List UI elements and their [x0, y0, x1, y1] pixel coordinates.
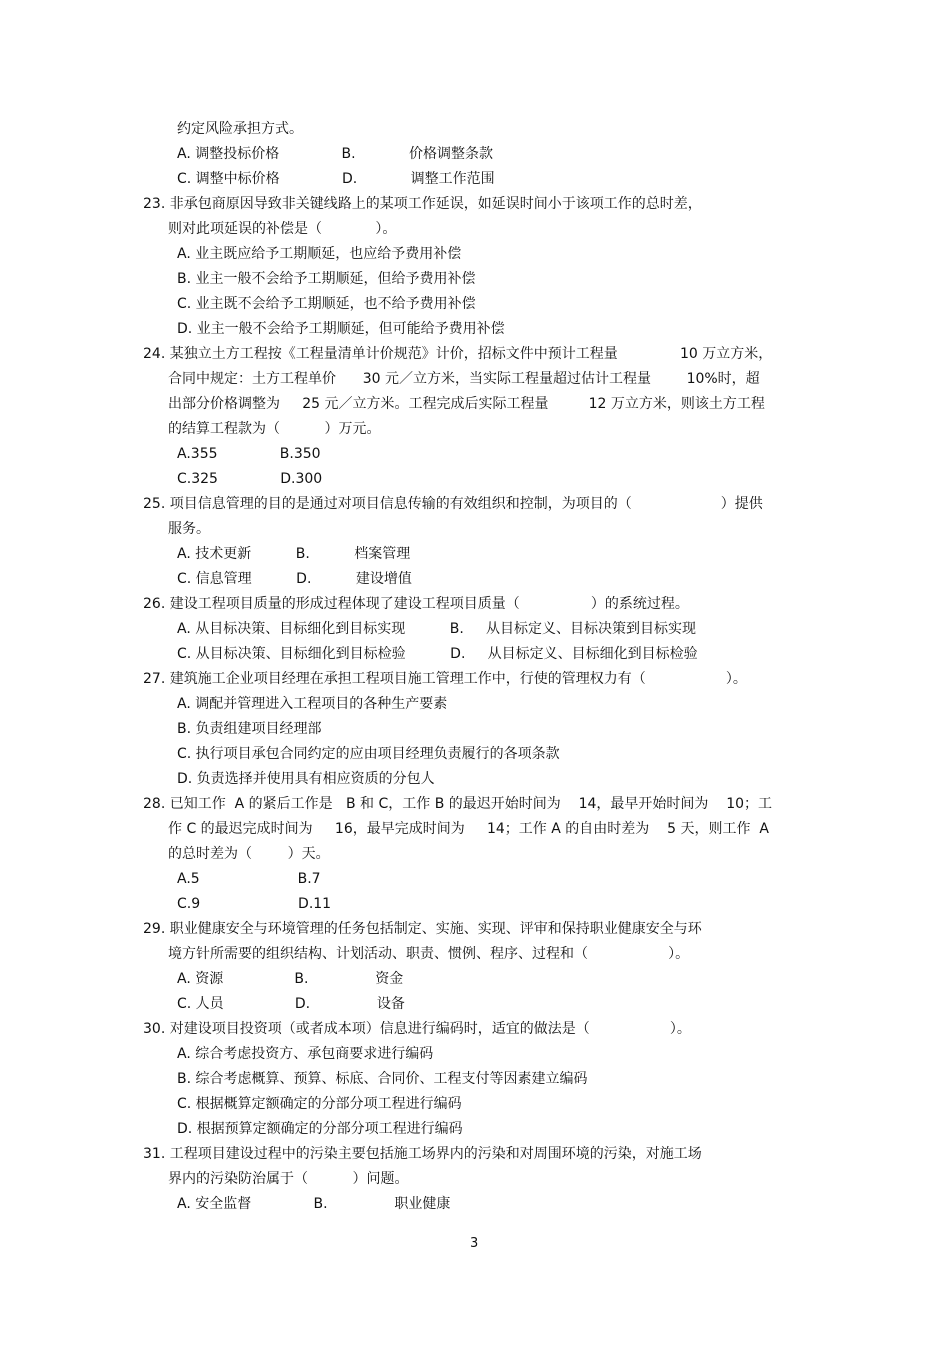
option-line: C. 执行项目承包合同约定的应由项目经理负责履行的各项条款 [177, 746, 560, 762]
question-28: 28. 已知工作 A 的紧后工作是 B 和 C，工作 B 的最迟开始时间为 14，最早开始时间为 10；工 [143, 796, 773, 812]
option-line: C.9 D.11 [177, 896, 332, 912]
option-line: B. 综合考虑概算、预算、标底、合同价、工程支付等因素建立编码 [177, 1071, 588, 1087]
option-line: C. 业主既不会给予工期顺延，也不给予费用补偿 [177, 296, 476, 312]
option-line: C. 调整中标价格 D. 调整工作范围 [177, 171, 495, 187]
text-line: 约定风险承担方式。 [177, 121, 303, 137]
option-line: C.325 D.300 [177, 471, 323, 487]
option-line: A.355 B.350 [177, 446, 321, 462]
question-29: 29. 职业健康安全与环境管理的任务包括制定、实施、实现、评审和保持职业健康安全与环 [143, 921, 702, 937]
option-line: A. 业主既应给予工期顺延，也应给予费用补偿 [177, 246, 462, 262]
text-line: 合同中规定：土方工程单价 30 元／立方米，当实际工程量超过估计工程量 10%时，超 [168, 371, 760, 387]
text-line: 境方针所需要的组织结构、计划活动、职责、惯例、程序、过程和（ ）。 [168, 946, 690, 962]
option-line: A. 调配并管理进入工程项目的各种生产要素 [177, 696, 448, 712]
question-25: 25. 项目信息管理的目的是通过对项目信息传输的有效组织和控制，为项目的（ ）提供 [143, 496, 763, 512]
option-line: A. 技术更新 B. 档案管理 [177, 546, 411, 562]
option-line: D. 根据预算定额确定的分部分项工程进行编码 [177, 1121, 463, 1137]
option-line: B. 业主一般不会给予工期顺延，但给予费用补偿 [177, 271, 476, 287]
text-line: 的总时差为（ ）天。 [168, 846, 330, 862]
question-23: 23. 非承包商原因导致非关键线路上的某项工作延误，如延误时间小于该项工作的总时差， [143, 196, 702, 212]
text-line: 服务。 [168, 521, 210, 537]
question-26: 26. 建设工程项目质量的形成过程体现了建设工程项目质量（ ）的系统过程。 [143, 596, 689, 612]
option-line: C. 从目标决策、目标细化到目标检验 D. 从目标定义、目标细化到目标检验 [177, 646, 698, 662]
question-24: 24. 某独立土方工程按《工程量清单计价规范》计价，招标文件中预计工程量 10 万立方米， [143, 346, 773, 362]
option-line: A. 综合考虑投资方、承包商要求进行编码 [177, 1046, 434, 1062]
option-line: A. 安全监督 B. 职业健康 [177, 1196, 451, 1212]
option-line: C. 人员 D. 设备 [177, 996, 405, 1012]
option-line: B. 负责组建项目经理部 [177, 721, 322, 737]
option-line: C. 信息管理 D. 建设增值 [177, 571, 412, 587]
question-30: 30. 对建设项目投资项（或者成本项）信息进行编码时，适宜的做法是（ ）。 [143, 1021, 691, 1037]
text-line: 的结算工程款为（ ）万元。 [168, 421, 381, 437]
text-line: 作 C 的最迟完成时间为 16，最早完成时间为 14；工作 A 的自由时差为 5 天，则工作 A [168, 821, 769, 837]
option-line: A. 调整投标价格 B. 价格调整条款 [177, 146, 493, 162]
page-number: 3 [470, 1236, 479, 1251]
option-line: A. 从目标决策、目标细化到目标实现 B. 从目标定义、目标决策到目标实现 [177, 621, 697, 637]
option-line: C. 根据概算定额确定的分部分项工程进行编码 [177, 1096, 462, 1112]
option-line: A.5 B.7 [177, 871, 321, 887]
question-27: 27. 建筑施工企业项目经理在承担工程项目施工管理工作中，行使的管理权力有（ ）。 [143, 671, 747, 687]
question-31: 31. 工程项目建设过程中的污染主要包括施工场界内的污染和对周围环境的污染，对施工场 [143, 1146, 702, 1162]
option-line: D. 业主一般不会给予工期顺延，但可能给予费用补偿 [177, 321, 505, 337]
text-line: 则对此项延误的补偿是（ ）。 [168, 221, 397, 237]
text-line: 界内的污染防治属于（ ）问题。 [168, 1171, 409, 1187]
option-line: D. 负责选择并使用具有相应资质的分包人 [177, 771, 435, 787]
option-line: A. 资源 B. 资金 [177, 971, 404, 987]
text-line: 出部分价格调整为 25 元／立方米。工程完成后实际工程量 12 万立方米，则该土方工程 [168, 396, 765, 412]
